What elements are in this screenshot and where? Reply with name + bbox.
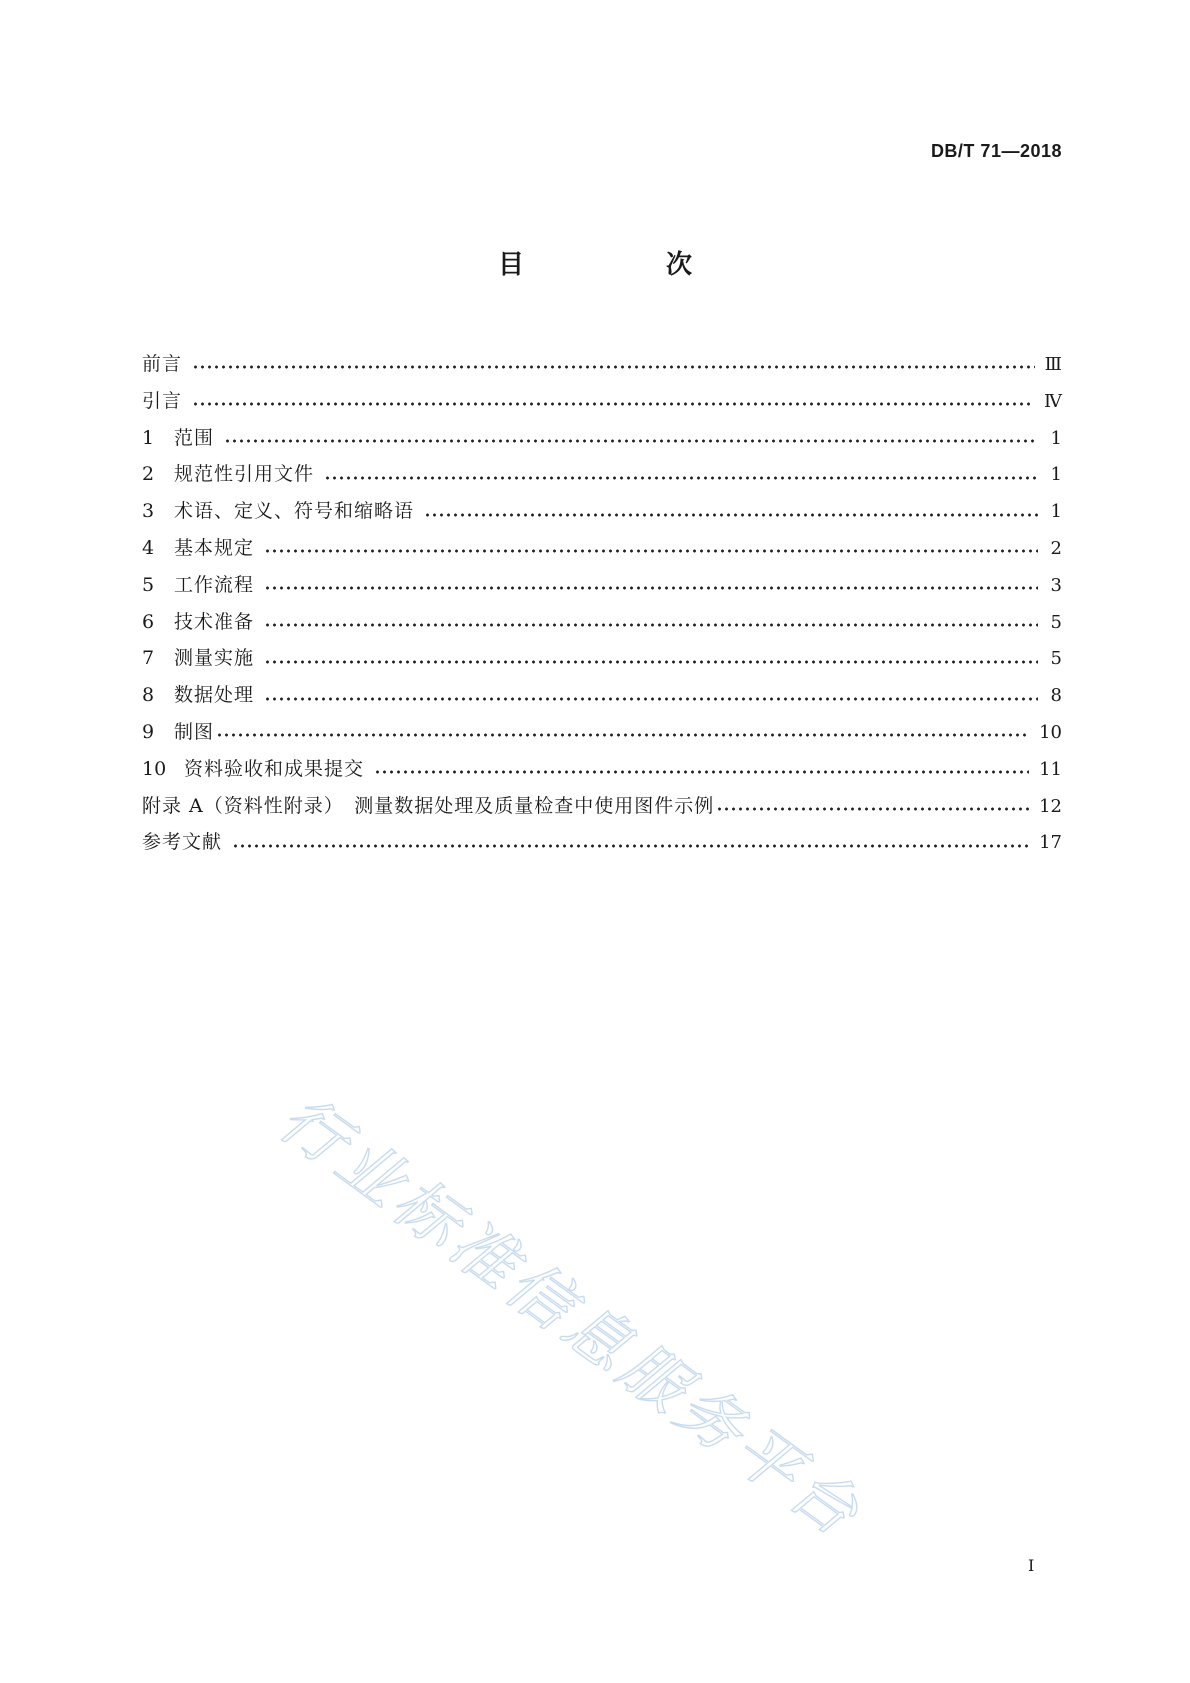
toc-entry[interactable] [142,677,1062,714]
toc-entry[interactable] [142,714,1062,751]
toc-number: 8 [142,684,155,707]
toc-leader-dots [192,402,1034,406]
toc-page-number: Ⅳ [1044,390,1062,412]
toc-title: 术语、定义、符号和缩略语 [174,500,415,523]
toc-title: 附录 A（资料性附录） 测量数据处理及质量检查中使用图件示例 [142,794,715,817]
toc-page-number: 1 [1050,427,1062,449]
toc-page-number: 3 [1050,574,1062,596]
toc-title: 数据处理 [174,684,255,707]
toc-title: 测量实施 [174,647,255,670]
toc-entry[interactable] [142,604,1062,641]
watermark: 行业标准信息服务平台 [265,1082,876,1554]
toc-page-number: 1 [1050,464,1062,486]
toc-leader-dots [374,770,1029,774]
toc-page-number: 17 [1039,832,1062,854]
toc-title: 资料验收和成果提交 [184,757,365,780]
toc-number: 1 [142,426,155,449]
toc-entry[interactable] [142,788,1062,825]
toc-number: 3 [142,500,155,523]
toc-entry[interactable] [142,530,1062,567]
toc-entry[interactable] [142,824,1062,861]
toc-title: 技术准备 [174,610,255,633]
toc-title: 引言 [142,389,183,412]
toc-number: 2 [142,463,155,486]
toc-number: 9 [142,720,155,743]
toc-number: 10 [142,757,167,780]
toc-number: 4 [142,536,155,559]
toc-leader-dots [324,476,1038,480]
toc-leader-dots [192,365,1035,369]
toc-entry[interactable] [142,751,1062,788]
toc-page-number: 5 [1050,611,1062,633]
toc-entry[interactable] [142,567,1062,604]
table-of-contents [142,346,1062,861]
toc-entry[interactable] [142,420,1062,457]
toc-page-number: 12 [1039,795,1062,817]
toc-leader-dots [264,660,1038,664]
toc-page-number: 10 [1039,721,1062,743]
toc-page-number: Ⅲ [1044,354,1062,375]
toc-title: 制图 [174,720,215,743]
toc-number: 5 [142,573,155,596]
toc-entry[interactable] [142,383,1062,420]
toc-leader-dots [264,586,1038,590]
toc-page-number: 2 [1050,537,1062,559]
toc-leader-dots [264,697,1038,701]
toc-entry[interactable] [142,456,1062,493]
toc-entry[interactable] [142,346,1062,383]
toc-title: 参考文献 [142,831,223,854]
toc-page-number: 11 [1039,758,1062,780]
toc-title: 范围 [174,426,215,449]
toc-title: 工作流程 [174,573,255,596]
toc-page-number: 5 [1050,648,1062,670]
toc-title: 前言 [142,353,183,375]
toc-entry[interactable] [142,640,1062,677]
toc-entry[interactable] [142,493,1062,530]
toc-leader-dots [264,549,1038,553]
toc-page-number: 1 [1050,501,1062,523]
page-number: I [1028,1556,1035,1575]
toc-leader-dots [232,844,1029,848]
toc-leader-dots [216,733,1029,737]
toc-title: 规范性引用文件 [174,463,315,486]
toc-page-number: 8 [1050,685,1062,707]
toc-leader-dots [424,513,1038,517]
toc-title: 基本规定 [174,536,255,559]
toc-leader-dots [264,623,1038,627]
toc-leader-dots [716,807,1029,811]
toc-number: 6 [142,610,155,633]
standard-code: DB/T 71—2018 [930,141,1062,161]
page-title: 目 次 [497,250,750,280]
toc-leader-dots [224,439,1038,443]
toc-number: 7 [142,647,155,670]
